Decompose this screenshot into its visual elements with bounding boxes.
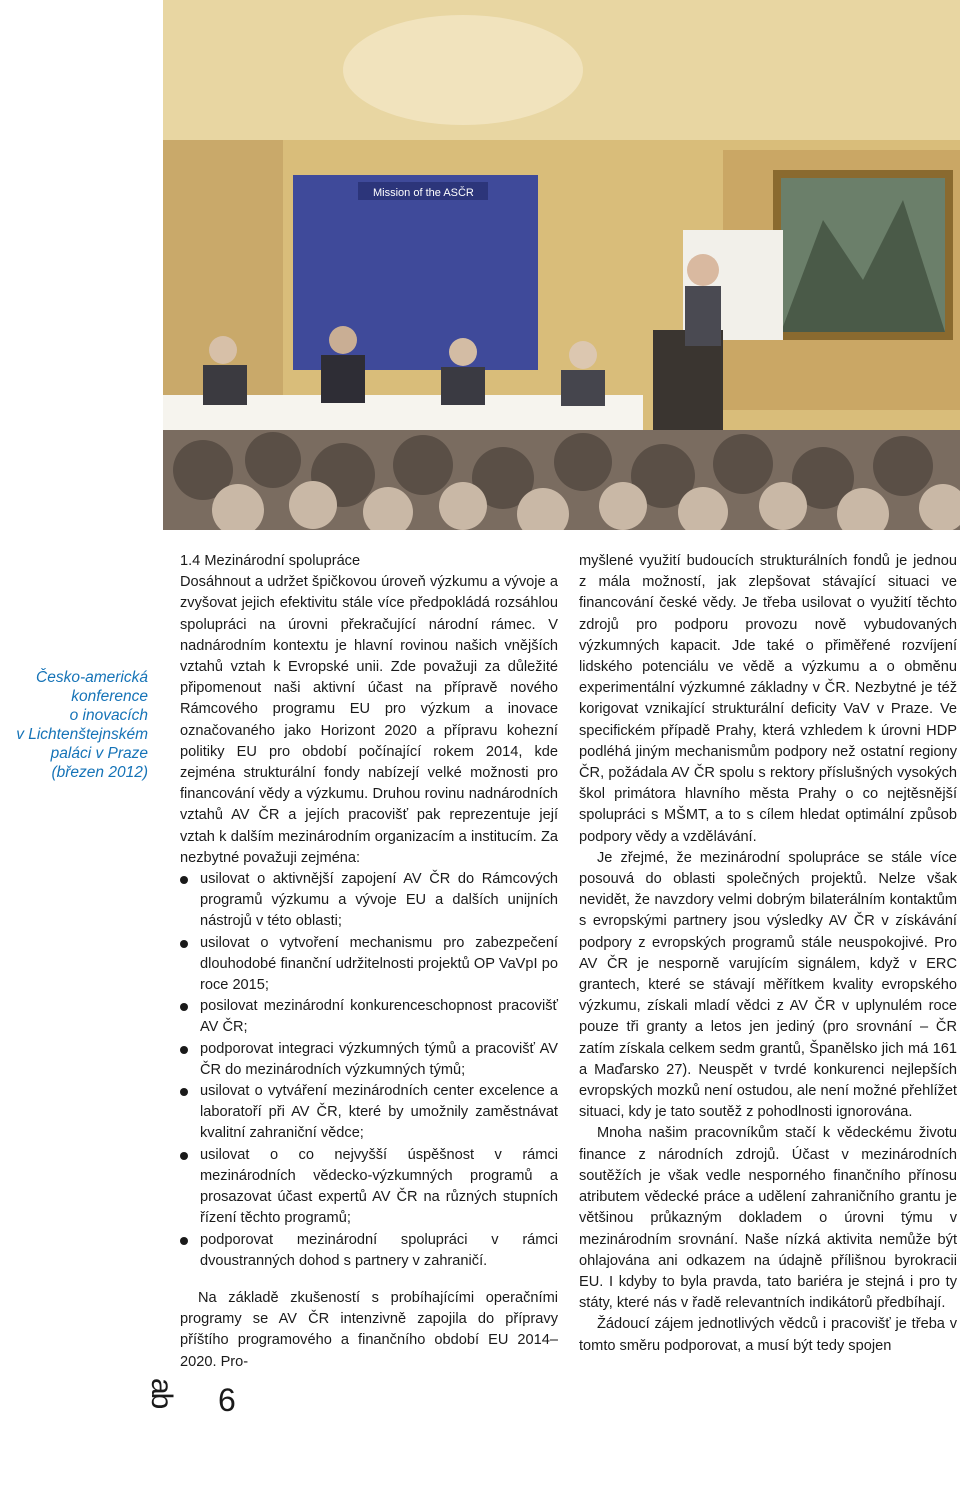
paragraph: Mnoha našim pracovníkům stačí k vědeckému životu finance z národních zdrojů. Účast v mezinárodních soutěžích je však vedle nesporného finančního přínosu atributem vědecké práce a udělení zahraničního grantu je většinou průkazným dokladem o úrovni týmu v mezinárodním srovnání. Naše nízká aktivita nemůže být ohlajována ani odkazem na údajně přílišnou byrokracii EU. I kdyby to byla pravda, tato bariéra je stejná i pro ty státy, které nás v řadě relevantních indikátorů předbíhají. [579, 1125, 957, 1312]
caption-line: o inovacích [69, 707, 148, 724]
section-heading: 1.4 Mezinárodní spolupráce [180, 553, 361, 569]
conference-photo [163, 0, 960, 530]
list-item: podporovat mezinárodní spolupráci v rámci dvoustranných dohod s partnery v zahraničí. [180, 1230, 558, 1272]
paragraph: myšlené využití budoucích strukturálních fondů je jednou z mála možností, jak zlepšovat stávající situaci ve financování české vědy. Je třeba usilovat o využití těchto zdrojů pro podporu provozu nově vybudovaných výzkumných kapacit. Jde také o přiměřené rozvíjení lidského potenciálu ve vědě a výzkumu a o obměnu experimentální výzkumné základny v ČR. Nezbytné je též korigovat vznikající strukturální deficity VaV v Praze. Ve specifickém případě Prahy, která vzhledem k úrovni HDP podléhá jiným mechanismům podpory než ostatní regiony ČR, požádala AV ČR spolu s rektory příslušných vysokých škol primátora hlavního města Prahy o co nejtěsnější spolupráci s MŠMT, a to s cílem hledat optimální způsob podpory vědy a vzdělávání. [579, 553, 957, 845]
slide-title: Mission of the ASČR [373, 187, 474, 199]
list-item: usilovat o aktivnější zapojení AV ČR do Rámcových programů výzkumu a vývoje EU a dalších unijních nástrojů v této oblasti; [180, 869, 558, 933]
caption-line: paláci v Praze [50, 745, 148, 762]
list-item: usilovat o co nejvyšší úspěšnost v rámci mezinárodních vědecko-výzkumných programů a prosazovat účast expertů AV ČR na různých stupních řízení těchto programů; [180, 1145, 558, 1230]
ab-logo: ab [145, 1378, 178, 1408]
list-item: posilovat mezinárodní konkurenceschopnost pracovišť AV ČR; [180, 996, 558, 1038]
caption-line: v Lichtenštejnském [16, 726, 148, 743]
list-item: podporovat integraci výzkumných týmů a pracovišť AV ČR do mezinárodních výzkumných týmů; [180, 1039, 558, 1081]
right-column [579, 551, 957, 1357]
photo-caption [0, 668, 148, 782]
list-item: usilovat o vytváření mezinárodních center excelence a laboratoří při AV ČR, které by umožnily zaměstnávat kvalitní zahraniční vědce; [180, 1081, 558, 1145]
page-number: 6 [218, 1382, 236, 1418]
caption-line: konference [71, 688, 148, 705]
paragraph: Dosáhnout a udržet špičkovou úroveň výzkumu a vývoje a zvyšovat jejich efektivitu stále více předpokládá rozsáhlou spolupráci na úrovni překračující národní rámec. V nadnárodním kontextu je hlavní rovinou našich vnějších vztahů vztah k Evropské unii. Zde považuji za důležité připomenout naši aktivní účast na přípravě nového Rámcového programu EU pro výzkum a inovace označovaného jako Horizont 2020 a přípravu kohezní politiky EU pro období počínající rokem 2014, kde zejména strukturální fondy nabízejí velké možnosti pro financování vědy a výzkumu. Druhou rovinu nadnárodních vztahů AV ČR a jejích pracovišť pak reprezentuje její vztah k dalším mezinárodním organizacím a institucím. Za nezbytné považuji zejména: [180, 574, 558, 866]
bullet-list [180, 869, 558, 1272]
list-item: usilovat o vytvoření mechanismu pro zabezpečení dlouhodobé finanční udržitelnosti projektů OP VaVpI po roce 2015; [180, 933, 558, 997]
paragraph: Žádoucí zájem jednotlivých vědců i pracovišť je třeba v tomto směru podporovat, a musí být tedy spojen [579, 1316, 957, 1354]
left-column [180, 551, 558, 1373]
spacer [180, 1272, 558, 1288]
paragraph: Je zřejmé, že mezinárodní spolupráce se stále více posouvá do oblasti společných projektů. Nelze však nevidět, že navzdory velmi dobrým bilaterálním kontaktům s evropskými partnery jsou výsledky AV ČR v získávání podpory z evropských programů stále neuspokojivé. Pro AV ČR je nesporně varujícím signálem, když v ERC grantech, které se stávají měřítkem kvality evropského výzkumu, získali mladí vědci z AV ČR v uplynulém roce pouze tři granty a letos jen jediný (pro srovnání – ČR zatím získala celkem sedm grantů, Španělsko jich má 161 a Maďarsko 27). Neuspět v tvrdé konkurenci nejlepších evropských mozků není ostudou, ale není možné přehlížet situaci, kdy je tato soutěž z pohodlnosti ignorována. [579, 849, 957, 1121]
paragraph: Na základě zkušeností s probíhajícími operačními programy se AV ČR intenzivně zapojila do přípravy příštího programového a finančního období EU 2014–2020. Pro- [180, 1289, 558, 1370]
caption-line: (březen 2012) [51, 764, 148, 781]
conference-photo-illustration [163, 0, 960, 530]
caption-line: Česko-americká [36, 669, 148, 686]
